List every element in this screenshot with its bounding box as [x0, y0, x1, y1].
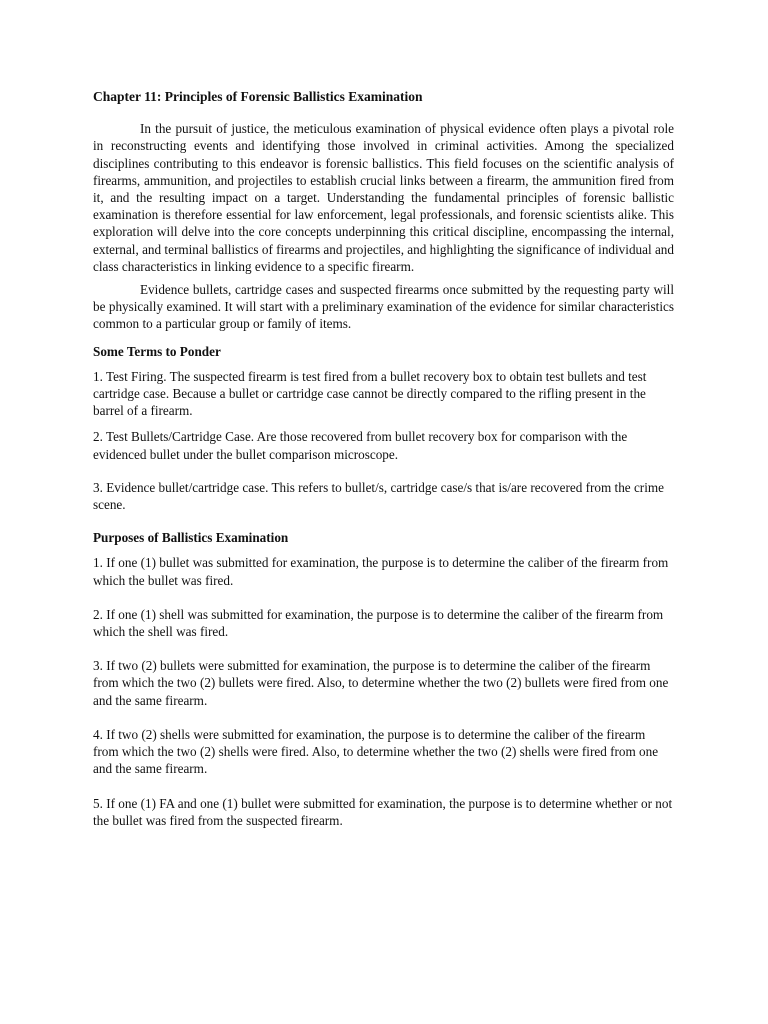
chapter-title: Chapter 11: Principles of Forensic Ballistics Examination [93, 89, 423, 104]
term-item-test-bullets: 2. Test Bullets/Cartridge Case. Are those recovered from bullet recovery box for comparison with the evidenced bullet under the bullet comparison microscope. [93, 429, 628, 462]
document-page [93, 88, 674, 846]
purpose-item-3: 3. If two (2) bullets were submitted for examination, the purpose is to determine the caliber of the firearm from which the two (2) bullets were fired. Also, to determine whether the two (2) bullets were fired from one and the same firearm. [93, 658, 669, 708]
purpose-item-4: 4. If two (2) shells were submitted for examination, the purpose is to determine the caliber of the firearm from which the two (2) shells were fired. Also, to determine whether the two (2) shells were fired from one and the same firearm. [93, 726, 659, 777]
purposes-list [93, 554, 674, 828]
evidence-paragraph: Evidence bullets, cartridge cases and suspected firearms once submitted by the requesting party will be physically examined. It will start with a preliminary examination of the evidence for similar characteristics common to a particular group or family of items. [93, 282, 674, 332]
purpose-item-2: 2. If one (1) shell was submitted for examination, the purpose is to determine the caliber of the firearm from which the shell was fired. [93, 606, 664, 640]
purpose-item-5: 5. If one (1) FA and one (1) bullet were submitted for examination, the purpose is to determine whether or not the bullet was fired from the suspected firearm. [93, 795, 673, 828]
terms-list [93, 368, 674, 513]
term-item-test-firing: 1. Test Firing. The suspected firearm is test fired from a bullet recovery box to obtain test bullets and test cartridge case. Because a bullet or cartridge case cannot be directly compared to the rifling present in the barrel of a firearm. [93, 368, 647, 419]
term-item-evidence-bullet: 3. Evidence bullet/cartridge case. This refers to bullet/s, cartridge case/s that is/are recovered from the crime scene. [93, 479, 664, 513]
purposes-heading: Purposes of Ballistics Examination [93, 530, 289, 546]
purpose-item-1: 1. If one (1) bullet was submitted for examination, the purpose is to determine the caliber of the firearm from which the bullet was fired. [93, 555, 669, 588]
intro-paragraph: In the pursuit of justice, the meticulous examination of physical evidence often plays a pivotal role in reconstructing events and identifying those involved in criminal activities. Among the specialized disciplines contributing to this endeavor is forensic ballistics. This field focuses on the scientific analysis of firearms, ammunition, and projectiles to establish crucial links between a firearm, the ammunition fired from it, and the resulting impact on a target. Understanding the fundamental principles of forensic ballistic examination is therefore essential for law enforcement, legal professionals, and forensic scientists alike. This exploration will delve into the core concepts underpinning this critical discipline, encompassing the internal, external, and terminal ballistics of firearms and projectiles, and highlighting the significance of individual and class characteristics in linking evidence to a specific firearm. [93, 121, 674, 274]
terms-heading: Some Terms to Ponder [93, 343, 221, 359]
